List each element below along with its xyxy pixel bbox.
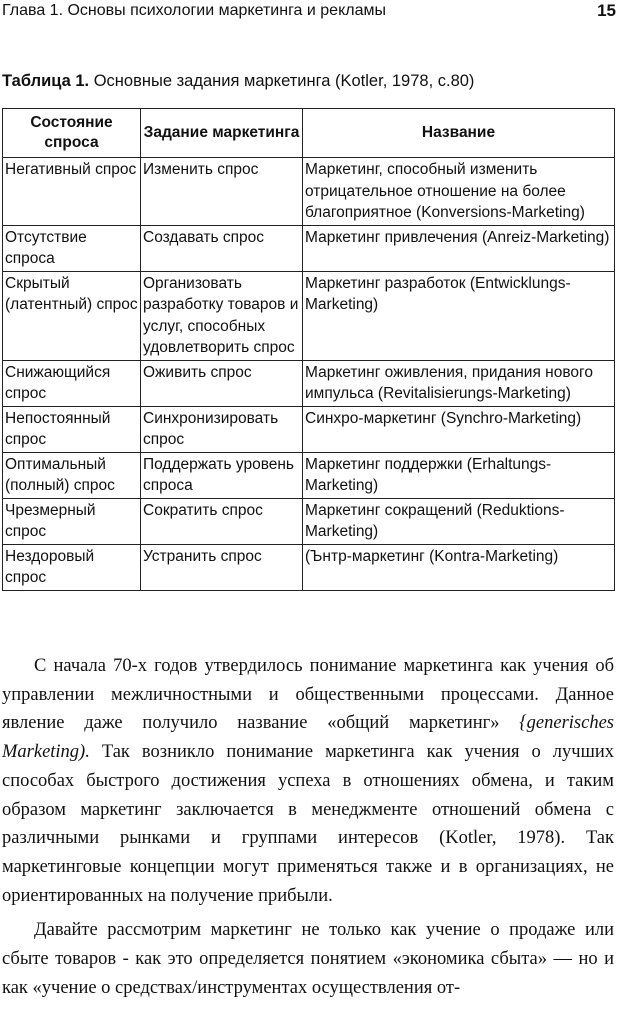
paragraph bbox=[2, 652, 614, 910]
table-cell: Маркетинг привлечения (Anreiz-Marketing) bbox=[303, 225, 615, 271]
table-cell: Оживить спрос bbox=[141, 360, 303, 406]
body-text bbox=[2, 652, 614, 1002]
table-cell: Синхро-маркетинг (Synchro-Marketing) bbox=[303, 406, 615, 452]
paragraph bbox=[2, 916, 614, 1002]
table-cell: Маркетинг поддержки (Erhaltungs-Marketing) bbox=[303, 452, 615, 498]
table-cell: Устранить спрос bbox=[141, 544, 303, 590]
paragraph-text: Давайте рассмотрим маркетинг не только как учение о продаже или сбыте товаров - как это определяется понятием «экономика сбыта» — но и как «учение о средствах/инструментах осуществления от- bbox=[2, 920, 614, 998]
page-number: 15 bbox=[597, 1, 616, 20]
table-row bbox=[3, 498, 615, 544]
column-header-demand-state: Состояние спроса bbox=[3, 109, 141, 158]
table-row bbox=[3, 406, 615, 452]
table-row bbox=[3, 360, 615, 406]
table-cell: Маркетинг оживления, придания нового импульса (Revitalisierungs-Marketing) bbox=[303, 360, 615, 406]
table-caption-text: Основные задания маркетинга (Kotler, 1978, с.80) bbox=[89, 72, 475, 90]
table-caption bbox=[2, 72, 612, 91]
table-row bbox=[3, 271, 615, 360]
table-cell: Сократить спрос bbox=[141, 498, 303, 544]
table-cell: Чрезмерный спрос bbox=[3, 498, 141, 544]
table-cell: Маркетинг разработок (Entwicklungs-Marketing) bbox=[303, 271, 615, 360]
table-cell: Негативный спрос bbox=[3, 158, 141, 226]
table-cell: Маркетинг сокращений (Reduktions-Marketing) bbox=[303, 498, 615, 544]
table-cell: Поддержать уровень спроса bbox=[141, 452, 303, 498]
table-cell: Синхронизировать спрос bbox=[141, 406, 303, 452]
column-header-marketing-task: Задание маркетинга bbox=[141, 109, 303, 158]
table-header-row bbox=[3, 109, 615, 158]
italic-term: {generisches Marketing). bbox=[2, 713, 614, 763]
table-cell: Непостоянный спрос bbox=[3, 406, 141, 452]
table-cell: Снижающийся спрос bbox=[3, 360, 141, 406]
column-header-name: Название bbox=[303, 109, 615, 158]
table-cell: Отсутствие спроса bbox=[3, 225, 141, 271]
marketing-tasks-table bbox=[2, 108, 615, 591]
table-cell: Скрытый (латентный) спрос bbox=[3, 271, 141, 360]
table-row bbox=[3, 158, 615, 226]
table-caption-label: Таблица 1. bbox=[2, 72, 90, 90]
table-cell: Оптимальный (полный) спрос bbox=[3, 452, 141, 498]
table-row bbox=[3, 452, 615, 498]
table-row bbox=[3, 544, 615, 590]
table-cell: Нездоровый спрос bbox=[3, 544, 141, 590]
running-header bbox=[0, 0, 620, 24]
table-cell: Маркетинг, способный изменить отрицательное отношение на более благоприятное (Konversions-Marketing) bbox=[303, 158, 615, 226]
chapter-title: Глава 1. Основы психологии маркетинга и рекламы bbox=[2, 2, 386, 19]
table-row bbox=[3, 225, 615, 271]
table-cell: Изменить спрос bbox=[141, 158, 303, 226]
table-cell: (Ънтр-маркетинг (Kontra-Marketing) bbox=[303, 544, 615, 590]
table-cell: Организовать разработку товаров и услуг, способных удовлетворить спрос bbox=[141, 271, 303, 360]
paragraph-text: Так возникло понимание маркетинга как учения о лучших способах быстрого достижения успеха в отношениях обмена, и таким образом маркетинг заключается в менеджменте отношений обмена с различными рынками и группами интересов (Kotler, 1978). Так маркетинговые концепции могут применяться также и в организациях, не ориентированных на получение прибыли. bbox=[2, 742, 614, 906]
paragraph-text: С начала 70-х годов утвердилось понимание маркетинга как учения об управлении межличностными и общественными процессами. Данное явление даже получило название «общий маркетинг» bbox=[2, 656, 614, 734]
table-cell: Создавать спрос bbox=[141, 225, 303, 271]
